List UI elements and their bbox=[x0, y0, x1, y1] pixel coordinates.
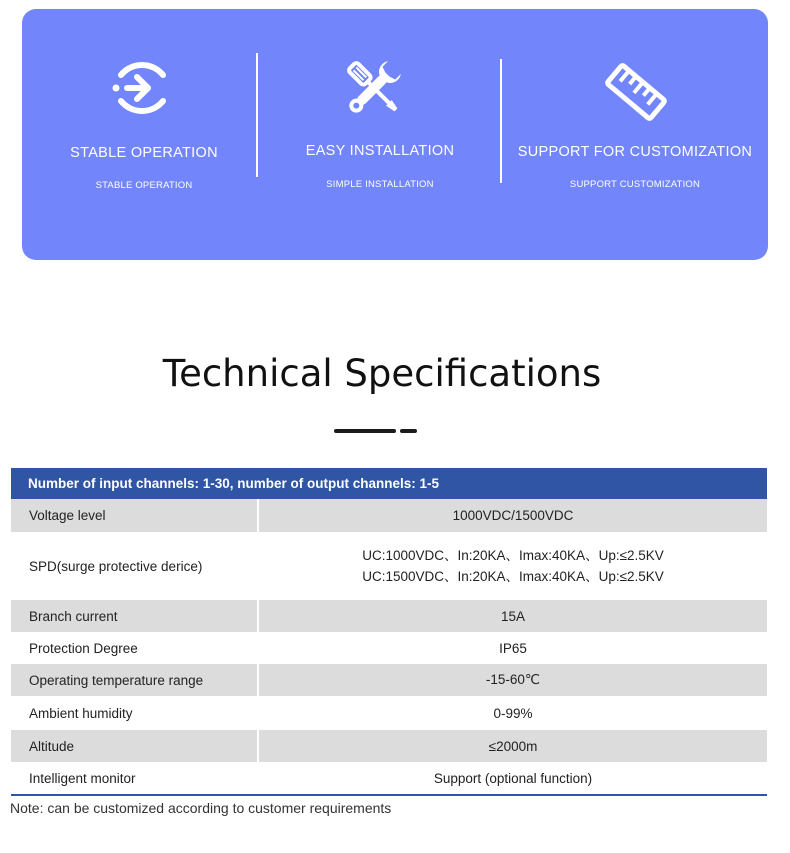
table-row bbox=[11, 499, 767, 532]
title-underline bbox=[334, 429, 396, 433]
row-label: Branch current bbox=[29, 608, 118, 624]
feature-title: STABLE OPERATION bbox=[70, 145, 218, 161]
row-value: 1000VDC/1500VDC bbox=[452, 508, 574, 523]
feature-subtitle: STABLE OPERATION bbox=[95, 180, 193, 191]
feature-title: EASY INSTALLATION bbox=[305, 143, 455, 159]
row-value: 0-99% bbox=[493, 705, 533, 721]
row-value: ≤2000m bbox=[488, 738, 538, 754]
row-label: Ambient humidity bbox=[29, 705, 133, 721]
row-label: Altitude bbox=[29, 738, 75, 754]
spd-value-line: UC:1500VDC、In:20KA、Imax:40KA、Up:≤2.5KV bbox=[362, 569, 664, 584]
spec-table-header: Number of input channels: 1-30, number of output channels: 1-5 bbox=[11, 468, 767, 499]
feature-divider bbox=[500, 59, 502, 183]
row-label: Intelligent monitor bbox=[29, 770, 136, 786]
customization-note: Note: can be customized according to customer requirements bbox=[10, 800, 392, 816]
spd-value-line: UC:1000VDC、In:20KA、Imax:40KA、Up:≤2.5KV bbox=[362, 548, 664, 563]
row-value: IP65 bbox=[499, 640, 527, 656]
row-label: Protection Degree bbox=[29, 640, 138, 656]
row-label: Voltage level bbox=[29, 508, 106, 523]
table-row bbox=[11, 600, 767, 632]
table-row bbox=[11, 730, 767, 762]
row-label: SPD(surge protective derice) bbox=[29, 558, 203, 574]
table-row bbox=[11, 696, 767, 730]
row-value: Support (optional function) bbox=[433, 770, 593, 786]
table-row bbox=[11, 532, 767, 600]
feature-subtitle: SIMPLE INSTALLATION bbox=[326, 179, 434, 190]
title-underline-accent bbox=[400, 429, 417, 433]
arrow-circle-icon bbox=[107, 53, 177, 123]
ruler-icon bbox=[600, 56, 672, 128]
row-label: Operating temperature range bbox=[29, 672, 204, 688]
feature-subtitle: SUPPORT CUSTOMIZATION bbox=[569, 179, 701, 190]
page-title: Technical Specifications bbox=[162, 352, 602, 395]
feature-title: SUPPORT FOR CUSTOMIZATION bbox=[517, 144, 753, 160]
table-row bbox=[11, 664, 767, 696]
table-bottom-rule bbox=[11, 794, 767, 796]
spec-table bbox=[11, 468, 767, 796]
features-banner bbox=[22, 9, 768, 260]
table-row bbox=[11, 632, 767, 664]
row-value: 15A bbox=[500, 608, 526, 624]
row-value bbox=[259, 532, 767, 600]
table-row bbox=[11, 762, 767, 794]
tools-icon bbox=[341, 55, 407, 121]
row-value: -15-60℃ bbox=[485, 672, 541, 687]
